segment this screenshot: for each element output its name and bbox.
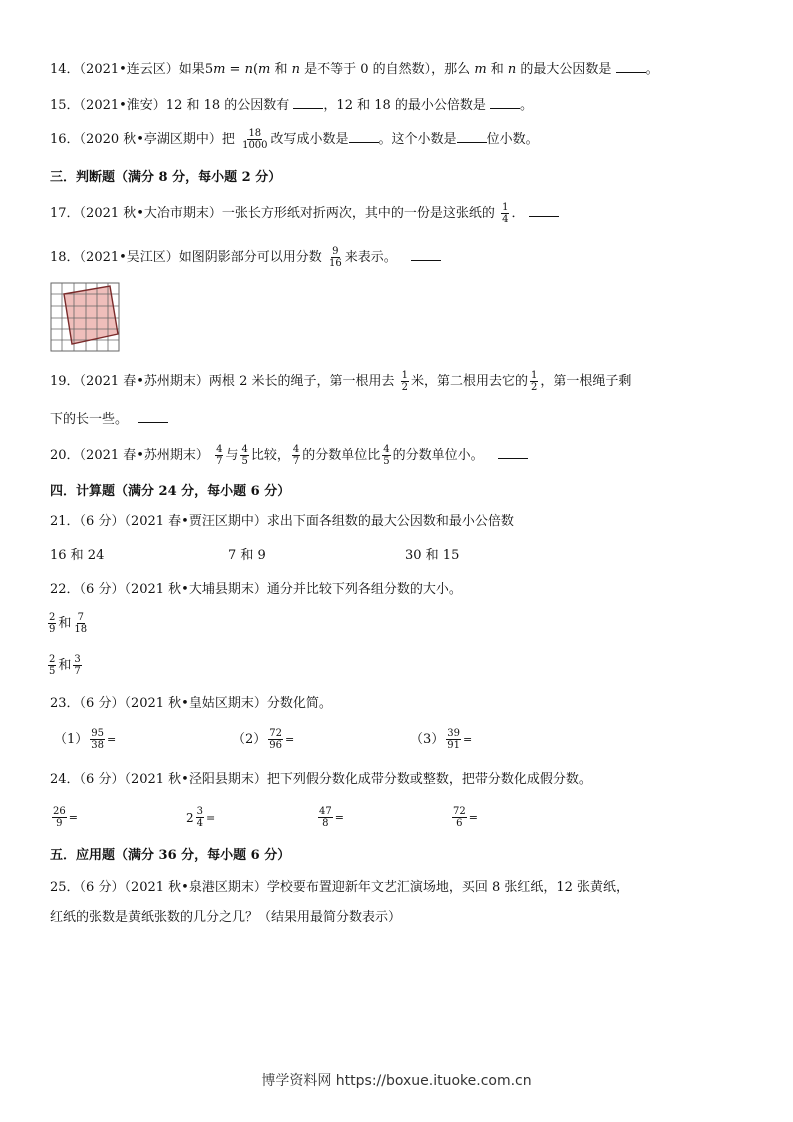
q23-item-1: （1） $\frac{95}{38}$ = (54, 728, 117, 751)
footer-watermark: 博学资料网 https://boxue.ituoke.com.cn (261, 1073, 532, 1089)
question-14: 14．（2021•连云区）如果5m = n(m 和 n 是不等于 0 的自然数），那么 m 和 n 的最大公因数是 。 (50, 62, 659, 77)
fraction: $\frac{18}{1000}$ (242, 128, 268, 151)
fraction: $\frac{4}{7}$ (216, 444, 223, 467)
section-title: 四．计算题（满分 24 分，每小题 6 分） (50, 484, 291, 499)
q24-item-1: $\frac{26}{9}$ = (53, 806, 78, 829)
answer-blank[interactable] (411, 248, 441, 261)
question-25-cont: 红纸的张数是黄纸张数的几分之几？（结果用最简分数表示） (50, 910, 402, 925)
question-21: 21．（6 分）（2021 春•贾汪区期中）求出下面各组数的最大公因数和最小公倍数 (50, 514, 514, 529)
q23-item-2: （2） $\frac{72}{96}$ = (232, 728, 295, 751)
question-17: 17．（2021 秋•大冶市期末）一张长方形纸对折两次，其中的一份是这张纸的 $\frac{1}{4}$ ． (50, 202, 753, 225)
answer-blank[interactable] (293, 96, 323, 109)
q21-pair-2: 7 和 9 (228, 548, 266, 563)
question-16: 16．（2020 秋•亭湖区期中）把 $\frac{18}{1000}$ 改写成小数是 。这个小数是 位小数。 (50, 128, 539, 151)
fraction: $\frac{4}{5}$ (383, 444, 390, 467)
answer-blank[interactable] (490, 96, 520, 109)
question-24: 24．（6 分）（2021 秋•泾阳县期末）把下列假分数化成带分数或整数，把带分数化成假分数。 (50, 772, 592, 787)
question-25: 25．（6 分）（2021 秋•泉港区期末）学校要布置迎新年文艺汇演场地，买回 8 张红纸，12 张黄纸， (50, 880, 630, 895)
fraction: $\frac{1}{2}$ (531, 370, 538, 393)
shaded-grid-figure (50, 282, 120, 352)
answer-blank[interactable] (457, 130, 487, 143)
q23-item-3: （3） $\frac{39}{91}$ = (410, 728, 473, 751)
answer-blank[interactable] (616, 60, 646, 73)
answer-blank[interactable] (138, 410, 168, 423)
answer-blank[interactable] (498, 446, 528, 459)
question-20: 20．（2021 春•苏州期末） $\frac{4}{7}$ 与 $\frac{4}{5}$ 比较， $\frac{4}{7}$ 的分数单位比 $\frac{4}{5}$ 的分数单位小。 (50, 444, 753, 467)
q21-pair-3: 30 和 15 (405, 548, 460, 563)
fraction: $\frac{4}{5}$ (241, 444, 248, 467)
question-15: 15．（2021•淮安）12 和 18 的公因数有 ，12 和 18 的最小公倍数是 。 (50, 98, 534, 113)
question-19-cont: 下的长一些。 (50, 410, 753, 430)
fraction: $\frac{1}{2}$ (401, 370, 408, 393)
section-title: 三．判断题（满分 8 分，每小题 2 分） (50, 170, 282, 185)
fraction: $\frac{4}{7}$ (292, 444, 300, 467)
answer-blank[interactable] (529, 204, 559, 217)
question-22: 22．（6 分）（2021 秋•大埔县期末）通分并比较下列各组分数的大小。 (50, 582, 462, 597)
q22-row-2: $\frac{2}{5}$ 和 $\frac{3}{7}$ (49, 654, 81, 677)
section-title: 五．应用题（满分 36 分，每小题 6 分） (50, 848, 291, 863)
question-18: 18．（2021•吴江区）如图阴影部分可以用分数 $\frac{9}{16}$ 来表示。 (50, 246, 753, 269)
question-19: 19．（2021 春•苏州期末）两根 2 米长的绳子，第一根用去 $\frac{1}{2}$ 米，第二根用去它的 $\frac{1}{2}$ ，第一根绳子剩 (50, 370, 632, 393)
q21-pair-1: 16 和 24 (50, 548, 105, 563)
q24-item-2: 2 $\frac{3}{4}$ = (186, 806, 216, 829)
q24-item-3: $\frac{47}{8}$ = (319, 806, 344, 829)
q24-item-4: $\frac{72}{6}$ = (453, 806, 478, 829)
question-23: 23．（6 分）（2021 秋•皇姑区期末）分数化简。 (50, 696, 332, 711)
fraction: $\frac{1}{4}$ (502, 202, 509, 225)
q22-row-1: $\frac{2}{9}$ 和 $\frac{7}{18}$ (49, 612, 88, 635)
answer-blank[interactable] (349, 130, 379, 143)
fraction: $\frac{9}{16}$ (328, 246, 342, 269)
